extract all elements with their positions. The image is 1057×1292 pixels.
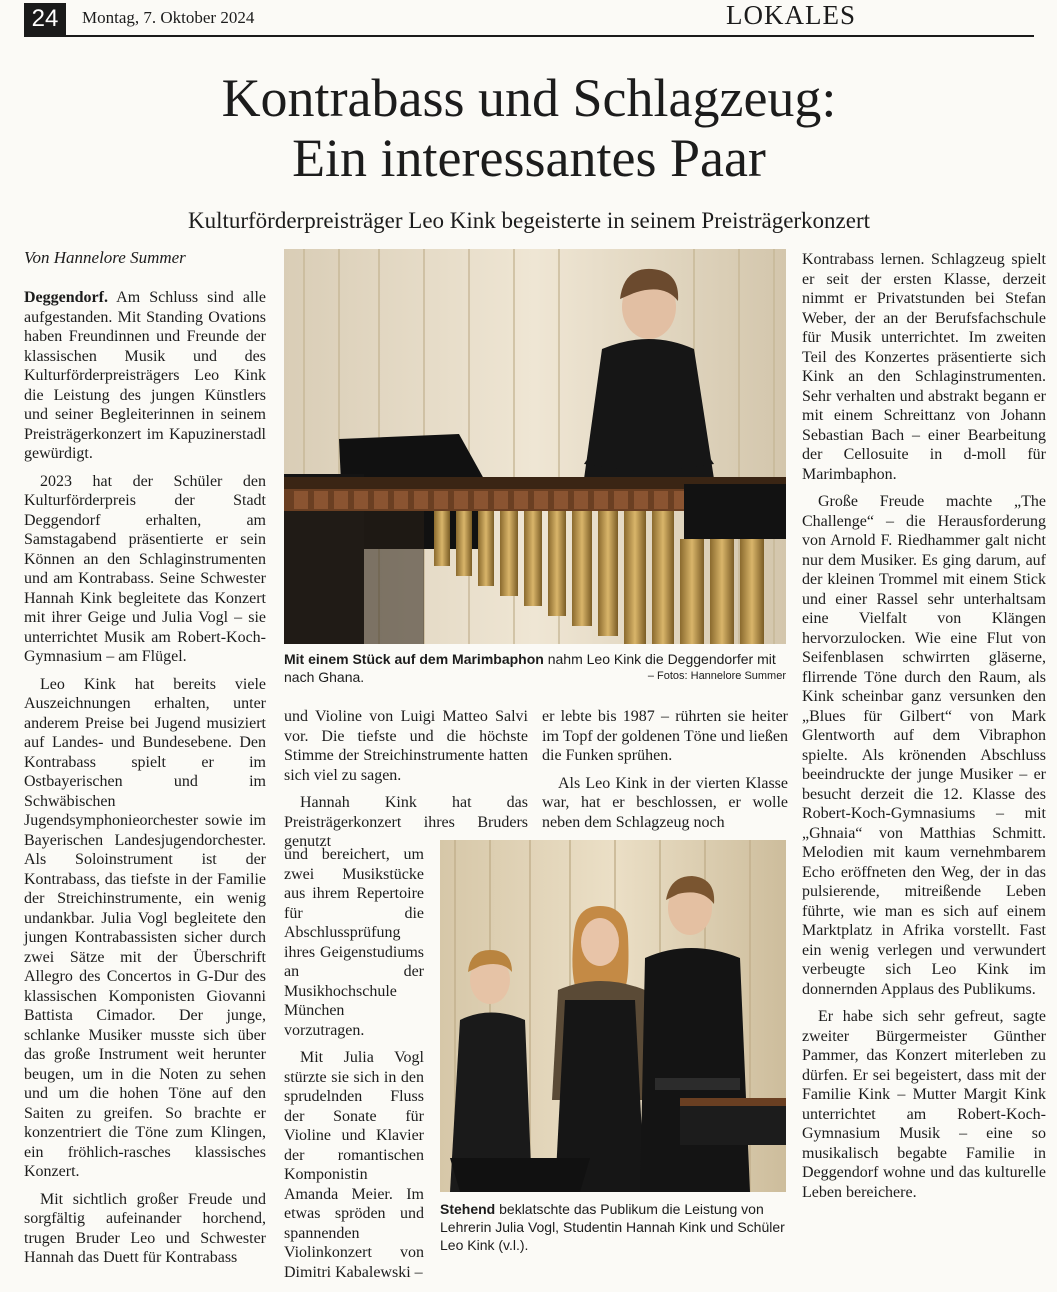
paragraph: Deggendorf. Am Schluss sind alle aufgestanden. Mit Standing Ovations haben Freundinnen und Freunde der klassischen Musik und des Kulturförderpreisträgers Leo Kink die Leistung des jungen Künstlers und seiner Begleiterinnen in seinem Preisträgerkonzert im Kapuzinerstadl gewürdigt. [24,289,266,462]
subheadline: Kulturförderpreisträger Leo Kink begeisterte in seinem Preisträgerkonzert [187,208,871,233]
paragraph: Er habe sich sehr gefreut, sagte zweiter Bürgermeister Günther Pammer, das Konzert miterleben zu dürfen. Er sei begeistert, dass mit der Familie Kink – Mutter Margit Kink unterrichtet am Robert-Koch-Gymnasium Musik – eine so musikalisch begabte Familie in Deggendorf wohne und das kulturelle Leben bereichere. [802,1008,1046,1201]
photo-musicians [440,840,786,1192]
section-title: LOKALES [726,0,856,30]
paragraph: Als Leo Kink in der vierten Klasse war, hat er beschlossen, er wolle neben dem Schlagzeug noch [542,774,788,831]
paragraph: Hannah Kink hat das Preisträgerkonzert ihres Bruders genutzt [284,794,528,850]
paragraph: Leo Kink hat bereits viele Auszeichnungen erhalten, unter anderem Preise bei Jugend musiziert auf Landes- und Bundesebene. Den Kontrabass spielt er im Ostbayerischen und im Schwäbischen Jugendsymphonieorchester sowie im Bayerischen Landesjugendorchester. Als Soloinstrument ist der Kontrabass, das tiefste in der Familie der Streichinstrumente, ein wenig undankbar. Julia Vogl begleitete den jungen Kontrabassisten sicher durch zwei Sätze mit der Überschrift Allegro des Concertos in G-Dur des klassischen Komponisten Giovanni Battista Cimador. Der junge, schlanke Musiker musste sich über das große Instrument weit herunter beugen, um in die Noten zu sehen und um die hohen Töne auf den Saiten zu greifen. So brachte er konzentriert die Töne zum Klingen, ein fröhlich-rasches klassisches Konzert. [24,675,266,1180]
paragraph: Kontrabass lernen. Schlagzeug spielt er seit der ersten Klasse, derzeit nimmt er Privatstunden bei Stefan Weber, der an der Berufsfachschule für Musik unterrichtet. Im zweiten Teil des Konzertes präsentierte sich Kink an den Schlaginstrumenten. Sehr verhalten und abstrakt begann er mit einem Schreittanz von Johann Sebastian Bach – einer Bearbeitung der Cellosuite in d-moll für Marimbaphon. [802,251,1046,483]
column-2-narrow [284,845,424,1290]
paragraph: er lebte bis 1987 – rührten sie heiter im Topf der goldenen Töne und ließen die Funken sprühen. [542,708,788,764]
paragraph: Mit Julia Vogl stürzte sie sich in den sprudelnden Fluss der Sonate für Violine und Klavier der romantischen Komponistin Amanda Meier. Im etwas spröden und spannenden Violinkonzert von Dimitri Kabalewski – [284,1049,424,1281]
dateline: Deggendorf. [24,289,108,306]
photo-caption-1: Mit einem Stück auf dem Marimbaphon nahm Leo Kink die Deggendorfer mit nach Ghana. [284,651,776,685]
photo-credit: – Fotos: Hannelore Summer [647,670,786,682]
column-3 [542,707,788,840]
byline: Von Hannelore Summer [24,248,186,267]
header-rule [24,35,1034,37]
column-1 [24,288,266,1276]
paragraph: Große Freude machte „The Challenge“ – die Herausforderung von Arnold F. Riedhammer galt nicht nur dem Musiker. Es ging darum, auf der kleinen Trommel mit einem Stick und einer Rassel sehr unterhaltsam eine Vielfalt von Klängen hervorzulocken. Wie eine Flut von Seifenblasen schwirrten gläserne, flirrende Töne durch den Raum, als Kink scheinbar ganz versunken den „Blues für Gilbert“ von Mark Glentworth auf dem Vibraphon spielte. Als krönenden Abschluss beeindruckte der junge Musiker – er besucht derzeit die 12. Klasse des Robert-Koch-Gymnasiums – mit „Ghnaia“ von Matthias Schmitt. Melodien mit kaum vernehmbarem Echo eröffneten den Weg, der in das pulsierende, mitreißende Leben führte, wie man es sich auf einem Marktplatz in Afrika vorstellt. Fast ein wenig verlegen und verwundert verbeugte sich Leo Kink im donnernden Applaus des Publikums. [802,493,1046,998]
issue-date: Montag, 7. Oktober 2024 [82,8,255,27]
headline [24,68,1034,188]
column-4 [802,250,1046,1210]
photo-marimba [284,249,786,644]
musicians-photo-illustration [440,840,786,1192]
marimba-photo-illustration [284,249,786,644]
paragraph: und Violine von Luigi Matteo Salvi vor. Die tiefste und die höchste Stimme der Streichinstrumente hatten sich viel zu sagen. [284,708,528,784]
paragraph: und bereichert, um zwei Musikstücke aus ihrem Repertoire für die Abschlussprüfung ihres Geigenstudiums an der Musikhochschule München vorzutragen. [284,846,424,1039]
paragraph: Mit sichtlich großer Freude und sorgfältig aufeinander horchend, trugen Bruder Leo und Schwester Hannah das Duett für Kontrabass [24,1190,266,1266]
page-number: 24 [24,3,66,35]
column-2 [284,707,528,860]
headline-line-2: Ein interessantes Paar [292,128,766,188]
photo-caption-2: Stehend beklatschte das Publikum die Leistung von Lehrerin Julia Vogl, Studentin Hannah Kink und Schüler Leo Kink (v.l.). [440,1201,785,1253]
paragraph: 2023 hat der Schüler den Kulturförderpreis der Stadt Deggendorf erhalten, am Samstagabend präsentierte er sein Können an den Schlaginstrumenten und am Kontrabass. Seine Schwester Hannah Kink begleitete das Konzert mit ihrer Geige und Julia Vogl – sie unterrichtet Musik am Robert-Koch-Gymnasium – am Flügel. [24,472,266,665]
headline-line-1: Kontrabass und Schlagzeug: [221,68,837,128]
